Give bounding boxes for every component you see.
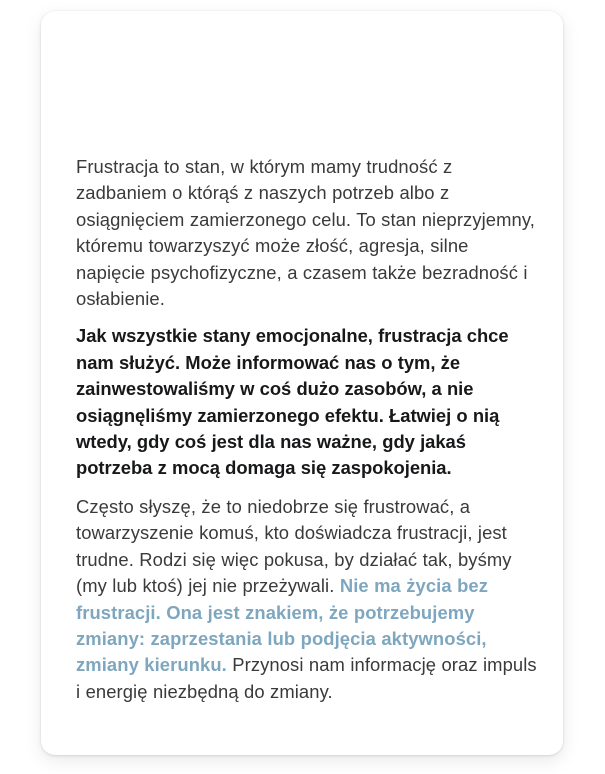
paragraph-emphasis: Jak wszystkie stany emocjonalne, frustracja chce nam służyć. Może informować nas o tym, że zainwestowaliśmy w coś dużo zasobów, a nie osiągnęliśmy zamierzonego efektu. Łatwiej o nią wtedy, gdy coś jest dla nas ważne, gdy jakaś potrzeba z mocą domaga się zaspokojenia.	[76, 325, 509, 479]
paragraph-closing-lead: Często słyszę, że to niedobrze się frustrować, a towarzyszenie komuś, kto doświadcza frustracji, jest trudne. Rodzi się więc pokusa, by działać tak, byśmy (my lub ktoś) jej nie przeżywali.	[76, 495, 512, 597]
paragraph-closing-highlight: Nie ma życia bez frustracji. Ona jest znakiem, że potrzebujemy zmiany: zaprzestania lub podjęcia aktywności, zmiany kierunku.	[76, 575, 489, 676]
paragraph-closing	[76, 494, 540, 705]
paragraph-intro: Frustracja to stan, w którym mamy trudność z zadbaniem o którąś z naszych potrzeb albo z osiągnięciem zamierzonego celu. To stan nieprzyjemny, któremu towarzyszyć może złość, agresja, silne napięcie psychofizyczne, a czasem także bezradność i osłabienie.	[76, 156, 535, 310]
article-card	[41, 11, 563, 755]
paragraph-closing-tail: Przynosi nam informację oraz impuls i energię niezbędną do zmiany.	[76, 654, 537, 702]
article-body	[76, 154, 540, 705]
